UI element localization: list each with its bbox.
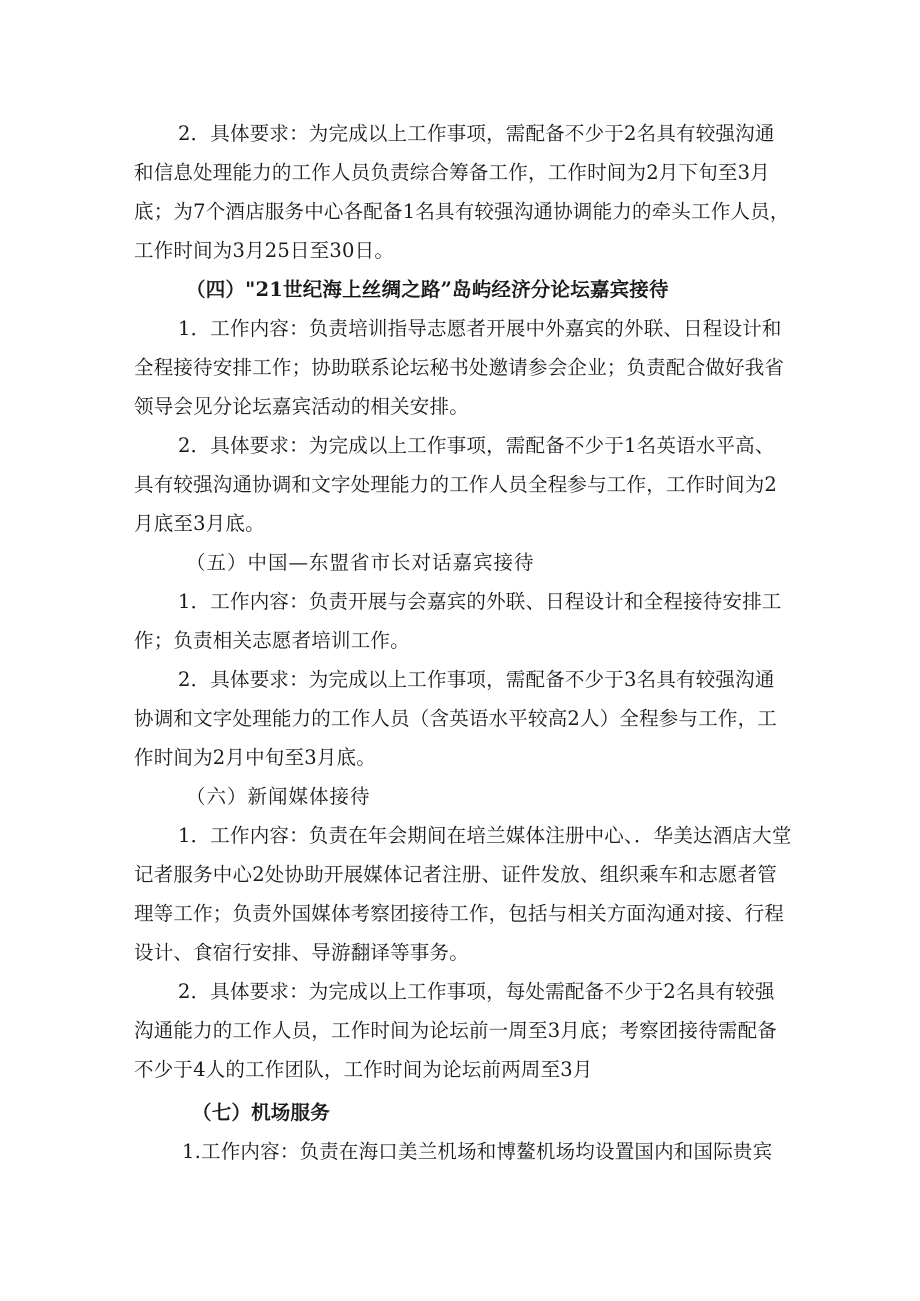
paragraph-line: 理等工作；负责外国媒体考察团接待工作，包括与相关方面沟通对接、行程: [134, 902, 785, 925]
paragraph-line: 2．具体要求：为完成以上工作事项，需配备不少于3名具有较强沟通: [178, 668, 775, 691]
paragraph-line: 领导会见分论坛嘉宾活动的相关安排。: [134, 395, 469, 418]
paragraph-line: 协调和文字处理能力的工作人员（含英语水平较高2人）全程参与工作，工: [134, 707, 778, 730]
paragraph-line: 2．具体要求：为完成以上工作事项，每处需配备不少于2名具有较强: [178, 980, 775, 1003]
paragraph-line: 设计、食宿行安排、导游翻译等事务。: [134, 941, 469, 964]
paragraph-line: 沟通能力的工作人员，工作时间为论坛前一周至3月底；考察团接待需配备: [134, 1019, 778, 1042]
paragraph-line: 月底至3月底。: [134, 512, 265, 535]
paragraph-line: 1.工作内容：负责在海口美兰机场和博鳌机场均设置国内和国际贵宾: [182, 1140, 773, 1163]
section-heading: （五）中国—东盟省市长对话嘉宾接待: [186, 551, 535, 574]
paragraph-line: 2．具体要求：为完成以上工作事项，需配备不少于1名英语水平高、: [178, 434, 775, 457]
paragraph-line: 1．工作内容：负责培训指导志愿者开展中外嘉宾的外联、日程设计和: [178, 317, 782, 340]
paragraph-line: 具有较强沟通协调和文字处理能力的工作人员全程参与工作，工作时间为2: [134, 473, 778, 496]
section-heading: （六）新闻媒体接待: [186, 785, 371, 808]
paragraph-line: 记者服务中心2处协助开展媒体记者注册、证件发放、组织乘车和志愿者管: [134, 863, 778, 886]
paragraph-line: 1．工作内容：负责在年会期间在培兰媒体注册中心、．华美达酒店大堂: [178, 824, 792, 847]
paragraph-line: 和信息处理能力的工作人员负责综合筹备工作，工作时间为2月下旬至3月: [134, 161, 770, 184]
paragraph-line: 工作时间为3月25日至30日。: [134, 239, 395, 262]
paragraph-line: 1．工作内容：负责开展与会嘉宾的外联、日程设计和全程接待安排工: [178, 590, 782, 613]
paragraph-line: 全程接待安排工作；协助联系论坛秘书处邀请参会企业；负责配合做好我省: [134, 356, 785, 379]
paragraph-line: 作时间为2月中旬至3月底。: [134, 746, 376, 769]
paragraph-line: 不少于4人的工作团队，工作时间为论坛前两周至3月: [134, 1058, 593, 1081]
section-heading: （四）"21世纪海上丝绸之路”岛屿经济分论坛嘉宾接待: [186, 278, 669, 301]
section-heading: （七）机场服务: [192, 1101, 330, 1124]
paragraph-line: 作；负责相关志愿者培训工作。: [134, 629, 410, 652]
paragraph-line: 底；为7个酒店服务中心各配备1名具有较强沟通协调能力的牵头工作人员，: [134, 200, 790, 223]
paragraph-line: 2．具体要求：为完成以上工作事项，需配备不少于2名具有较强沟通: [178, 122, 775, 145]
